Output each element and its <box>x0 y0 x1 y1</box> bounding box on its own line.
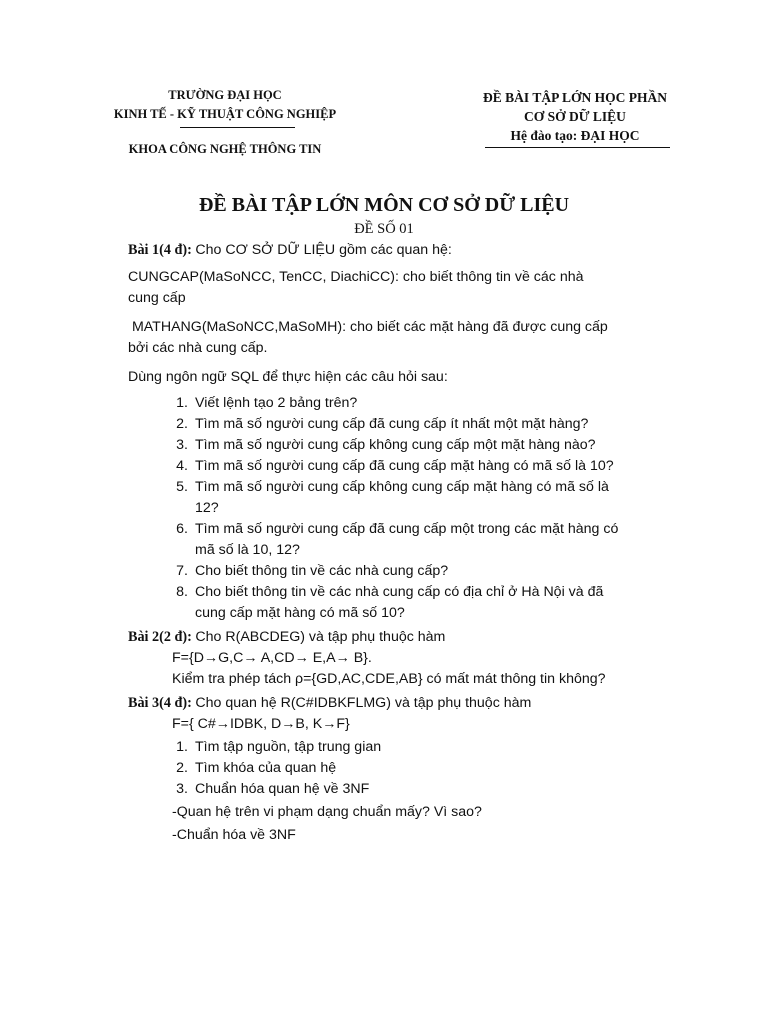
list-item-text: Viết lệnh tạo 2 bảng trên? <box>195 395 358 411</box>
header-left-rule <box>180 127 295 128</box>
course-name: CƠ SỞ DỮ LIỆU <box>524 109 626 124</box>
training-level: Hệ đào tạo: ĐẠI HỌC <box>510 128 640 143</box>
list-item-text: Tìm mã số người cung cấp đã cung cấp một trong các mặt hàng có <box>195 521 619 537</box>
list-item-text: Cho biết thông tin về các nhà cung cấp? <box>195 563 449 579</box>
list-item-number: 2. <box>176 760 188 776</box>
list-item-number: 4. <box>176 458 188 474</box>
list-item-number: 6. <box>176 521 188 537</box>
bai3-dependencies: F={ C#→IDBK, D→B, K→F} <box>172 716 350 732</box>
list-item-text-cont: mã số là 10, 12? <box>195 542 300 558</box>
list-item-text: Tìm mã số người cung cấp không cung cấp một mặt hàng nào? <box>195 437 596 453</box>
relation-cungcap-line1: CUNGCAP(MaSoNCC, TenCC, DiachiCC): cho biết thông tin về các nhà <box>128 269 584 285</box>
list-item-number: 2. <box>176 416 188 432</box>
list-item-text-cont: 12? <box>195 500 219 516</box>
bai1-question-list <box>168 393 678 623</box>
bai3-note-violation: -Quan hệ trên vi phạm dạng chuẩn mấy? Vì sao? <box>172 804 482 820</box>
page-title: ĐỀ BÀI TẬP LỚN MÔN CƠ SỞ DỮ LIỆU <box>198 194 570 216</box>
exam-number: ĐỀ SỐ 01 <box>354 221 414 237</box>
exam-heading: ĐỀ BÀI TẬP LỚN HỌC PHẦN <box>483 90 667 105</box>
list-item-text: Tìm mã số người cung cấp đã cung cấp mặt hàng có mã số là 10? <box>195 458 614 474</box>
bai1-label: Bài 1(4 đ): <box>128 242 192 258</box>
university-name: KINH TẾ - KỸ THUẬT CÔNG NGHIỆP <box>113 107 337 121</box>
list-item-text: Cho biết thông tin về các nhà cung cấp có địa chỉ ở Hà Nội và đã <box>195 584 604 600</box>
bai2-dependencies: F={D→G,C→ A,CD→ E,A→ B}. <box>172 650 372 666</box>
list-item-text-cont: cung cấp mặt hàng có mã số 10? <box>195 605 405 621</box>
list-item-number: 5. <box>176 479 188 495</box>
bai3-note-normalize: -Chuẩn hóa về 3NF <box>172 827 296 843</box>
bai3-question-list <box>168 737 588 800</box>
list-item-number: 1. <box>176 395 188 411</box>
bai2-intro-line <box>128 627 445 648</box>
relation-mathang-line2: bởi các nhà cung cấp. <box>128 340 268 356</box>
sql-intro: Dùng ngôn ngữ SQL để thực hiện các câu hỏi sau: <box>128 369 448 385</box>
list-item-number: 8. <box>176 584 188 600</box>
bai3-intro: Cho quan hệ R(C#IDBKFLMG) và tập phụ thuộc hàm <box>195 695 532 711</box>
bai2-question: Kiểm tra phép tách ρ={GD,AC,CDE,AB} có mất mát thông tin không? <box>172 671 606 687</box>
list-item-text: Chuẩn hóa quan hệ về 3NF <box>195 781 370 797</box>
list-item-text: Tìm tập nguồn, tập trung gian <box>195 739 382 755</box>
header-right-rule <box>485 147 670 148</box>
list-item-number: 1. <box>176 739 188 755</box>
list-item-text: Tìm mã số người cung cấp đã cung cấp ít nhất một mặt hàng? <box>195 416 589 432</box>
list-item-number: 3. <box>176 781 188 797</box>
list-item-number: 3. <box>176 437 188 453</box>
bai1-intro: Cho CƠ SỞ DỮ LIỆU gồm các quan hệ: <box>195 242 452 258</box>
bai2-intro: Cho R(ABCDEG) và tập phụ thuộc hàm <box>195 629 446 645</box>
list-item-number: 7. <box>176 563 188 579</box>
relation-mathang-line1: MATHANG(MaSoNCC,MaSoMH): cho biết các mặt hàng đã được cung cấp <box>128 319 608 335</box>
list-item-text: Tìm khóa của quan hệ <box>195 760 337 776</box>
bai1-intro-line <box>128 240 452 261</box>
faculty-name: KHOA CÔNG NGHỆ THÔNG TIN <box>128 142 322 156</box>
bai2-label: Bài 2(2 đ): <box>128 629 192 645</box>
relation-cungcap-line2: cung cấp <box>128 290 186 306</box>
bai3-label: Bài 3(4 đ): <box>128 695 192 711</box>
school-name: TRƯỜNG ĐẠI HỌC <box>168 88 282 102</box>
bai3-intro-line <box>128 693 531 714</box>
list-item-text: Tìm mã số người cung cấp không cung cấp mặt hàng có mã số là <box>195 479 609 495</box>
